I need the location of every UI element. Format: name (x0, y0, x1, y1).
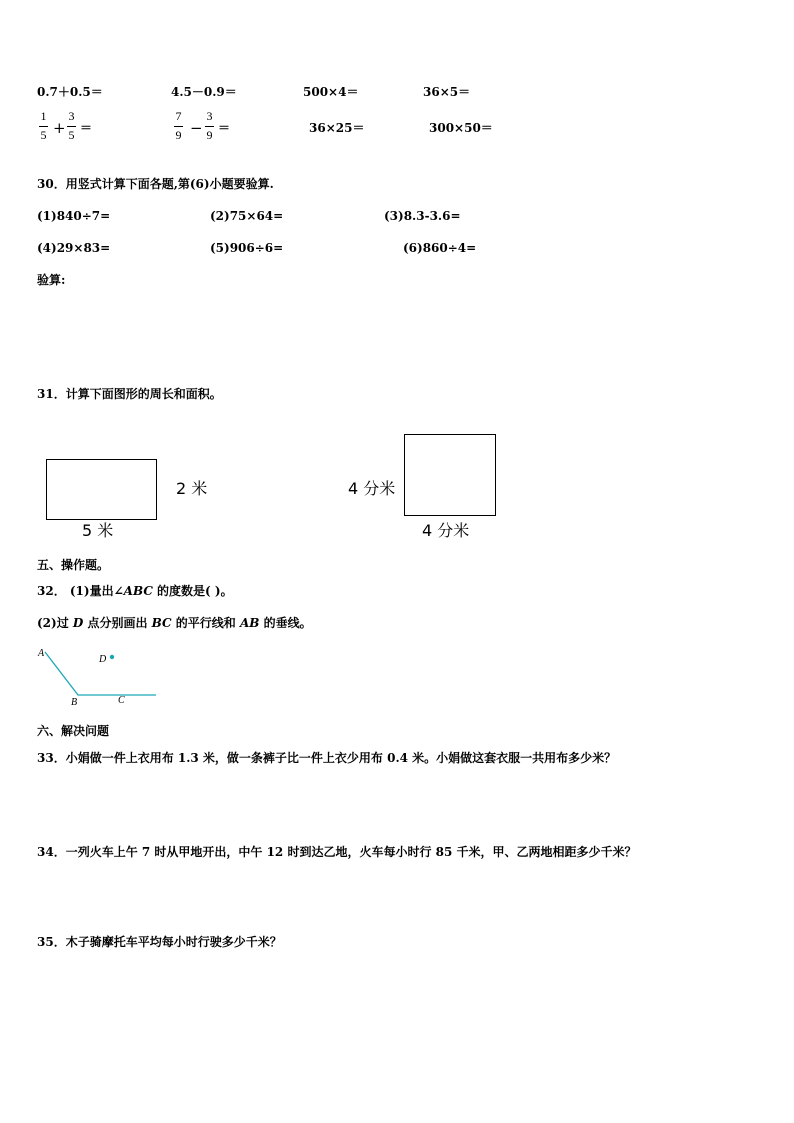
fraction (174, 110, 183, 142)
rectangle-figure (46, 459, 157, 520)
q30-item: (1)840÷7= (37, 209, 111, 223)
denominator: 5 (68, 128, 75, 142)
text-segment: 的垂线。 (259, 616, 312, 630)
section-5-heading: 五、操作题。 (37, 558, 110, 572)
fraction (39, 110, 48, 142)
line-ab-ref: AB (239, 616, 260, 630)
q30-item: (3)8.3-3.6= (384, 209, 461, 223)
minus-sign: − (190, 119, 203, 137)
rectangle-height-label: 2 米 (176, 479, 208, 498)
equals-sign: ＝ (218, 121, 231, 135)
question-32-part2 (37, 616, 312, 630)
label-a: A (38, 648, 45, 659)
calc-item: 0.7＋0.5＝ (37, 85, 103, 99)
square-side-label: 4 分米 (348, 479, 396, 498)
text-segment: 点分别画出 (83, 616, 152, 630)
calc-item: 4.5－0.9＝ (171, 85, 237, 99)
line-bc-ref: BC (151, 616, 172, 630)
text-segment: (2)过 (37, 616, 73, 630)
denominator: 9 (206, 128, 213, 142)
question-30-title: 30．用竖式计算下面各题,第(6)小题要验算. (37, 177, 274, 191)
fraction (67, 110, 76, 142)
denominator: 9 (175, 128, 182, 142)
numerator: 3 (206, 109, 213, 123)
check-label: 验算: (37, 273, 66, 287)
angle-diagram (0, 640, 200, 715)
calc-item: 36×25＝ (309, 121, 365, 135)
q30-item: (4)29×83= (37, 241, 111, 255)
numerator: 1 (40, 109, 47, 123)
fraction (205, 110, 214, 142)
q32-prefix: 32． (1)量出∠ (37, 584, 124, 598)
q30-item: (5)906÷6= (210, 241, 284, 255)
denominator: 5 (40, 128, 47, 142)
point-d-ref: D (72, 616, 84, 630)
square-bottom-label: 4 分米 (422, 521, 470, 540)
numerator: 3 (68, 109, 75, 123)
numerator: 7 (175, 109, 182, 123)
section-6-heading: 六、解决问题 (37, 724, 110, 738)
question-34: 34．一列火车上午 7 时从甲地开出，中午 12 时到达乙地，火车每小时行 85 千米，甲、乙两地相距多少千米？ (37, 845, 637, 859)
point-d (110, 655, 114, 659)
question-33: 33．小娟做一件上衣用布 1.3 米，做一条裤子比一件上衣少用布 0.4 米。小娟做这套衣服一共用布多少米？ (37, 751, 617, 765)
calc-item: 36×5＝ (423, 85, 471, 99)
question-32-part1 (37, 584, 233, 598)
calc-item: 300×50＝ (429, 121, 493, 135)
q30-item: (6)860÷4= (403, 241, 477, 255)
question-31-title: 31．计算下面图形的周长和面积。 (37, 387, 222, 401)
label-d: D (99, 654, 107, 665)
calc-item: 500×4＝ (303, 85, 359, 99)
label-b: B (71, 697, 78, 708)
text-segment: 的平行线和 (171, 616, 240, 630)
rectangle-width-label: 5 米 (82, 521, 114, 540)
equals-sign: ＝ (80, 121, 93, 135)
q32-suffix: 的度数是( )。 (152, 584, 233, 598)
question-35: 35．木子骑摩托车平均每小时行驶多少千米？ (37, 935, 282, 949)
q30-item: (2)75×64= (210, 209, 284, 223)
square-figure (404, 434, 496, 516)
angle-label: ABC (123, 584, 153, 598)
label-c: C (118, 695, 125, 706)
plus-sign: + (53, 119, 66, 137)
